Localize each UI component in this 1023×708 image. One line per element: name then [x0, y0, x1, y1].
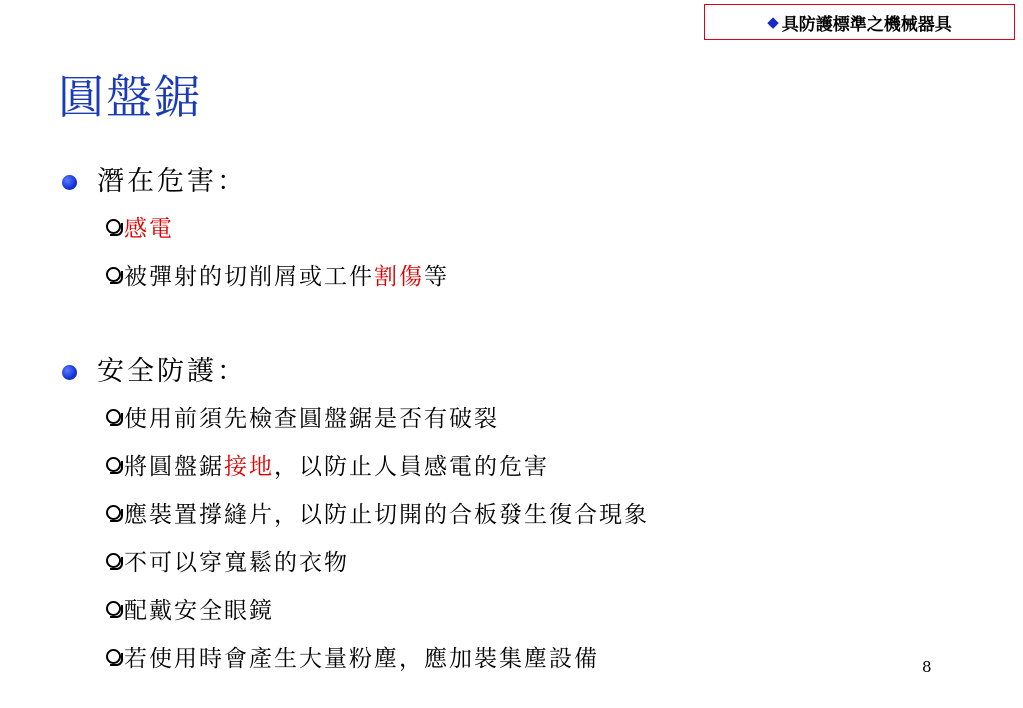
item-text: 將圓盤鋸	[124, 453, 224, 480]
hazard-list	[62, 202, 449, 298]
list-item	[106, 488, 649, 536]
hollow-bullet-icon	[106, 409, 121, 424]
list-item	[106, 632, 649, 680]
category-tag-label: 具防護標準之機械器具	[781, 14, 952, 35]
item-text: 配戴安全眼鏡	[124, 597, 274, 624]
safety-list	[62, 392, 649, 680]
hollow-bullet-icon	[106, 649, 121, 664]
item-text-highlight: 割傷	[374, 263, 424, 290]
category-tag	[704, 4, 1015, 40]
list-item	[106, 584, 649, 632]
list-item	[106, 440, 649, 488]
hollow-bullet-icon	[106, 553, 121, 568]
section-heading-text: 安全防護：	[97, 356, 247, 387]
section-hazards	[62, 162, 449, 298]
section-safety	[62, 352, 649, 680]
section-heading	[62, 162, 449, 202]
page-number: 8	[922, 658, 932, 676]
section-heading-text: 潛在危害：	[97, 166, 247, 197]
section-heading	[62, 352, 649, 392]
item-text: 若使用時會產生大量粉塵，應加裝集塵設備	[124, 645, 599, 672]
diamond-icon: ◆	[767, 13, 779, 31]
slide-title: 圓盤鋸	[58, 70, 202, 124]
hollow-bullet-icon	[106, 457, 121, 472]
hollow-bullet-icon	[106, 505, 121, 520]
bullet-dot-icon	[62, 175, 77, 190]
bullet-dot-icon	[62, 365, 77, 380]
item-text-highlight: 接地	[224, 453, 274, 480]
item-text: 應裝置撐縫片，以防止切開的合板發生復合現象	[124, 501, 649, 528]
item-text: 等	[424, 263, 449, 290]
list-item	[106, 202, 449, 250]
item-text: 被彈射的切削屑或工件	[124, 263, 374, 290]
item-text: ，以防止人員感電的危害	[274, 453, 549, 480]
item-text: 不可以穿寬鬆的衣物	[124, 549, 349, 576]
hollow-bullet-icon	[106, 219, 121, 234]
item-text: 使用前須先檢查圓盤鋸是否有破裂	[124, 405, 499, 432]
item-text-highlight: 感電	[124, 215, 174, 242]
hollow-bullet-icon	[106, 267, 121, 282]
list-item	[106, 392, 649, 440]
hollow-bullet-icon	[106, 601, 121, 616]
list-item	[106, 536, 649, 584]
list-item	[106, 250, 449, 298]
